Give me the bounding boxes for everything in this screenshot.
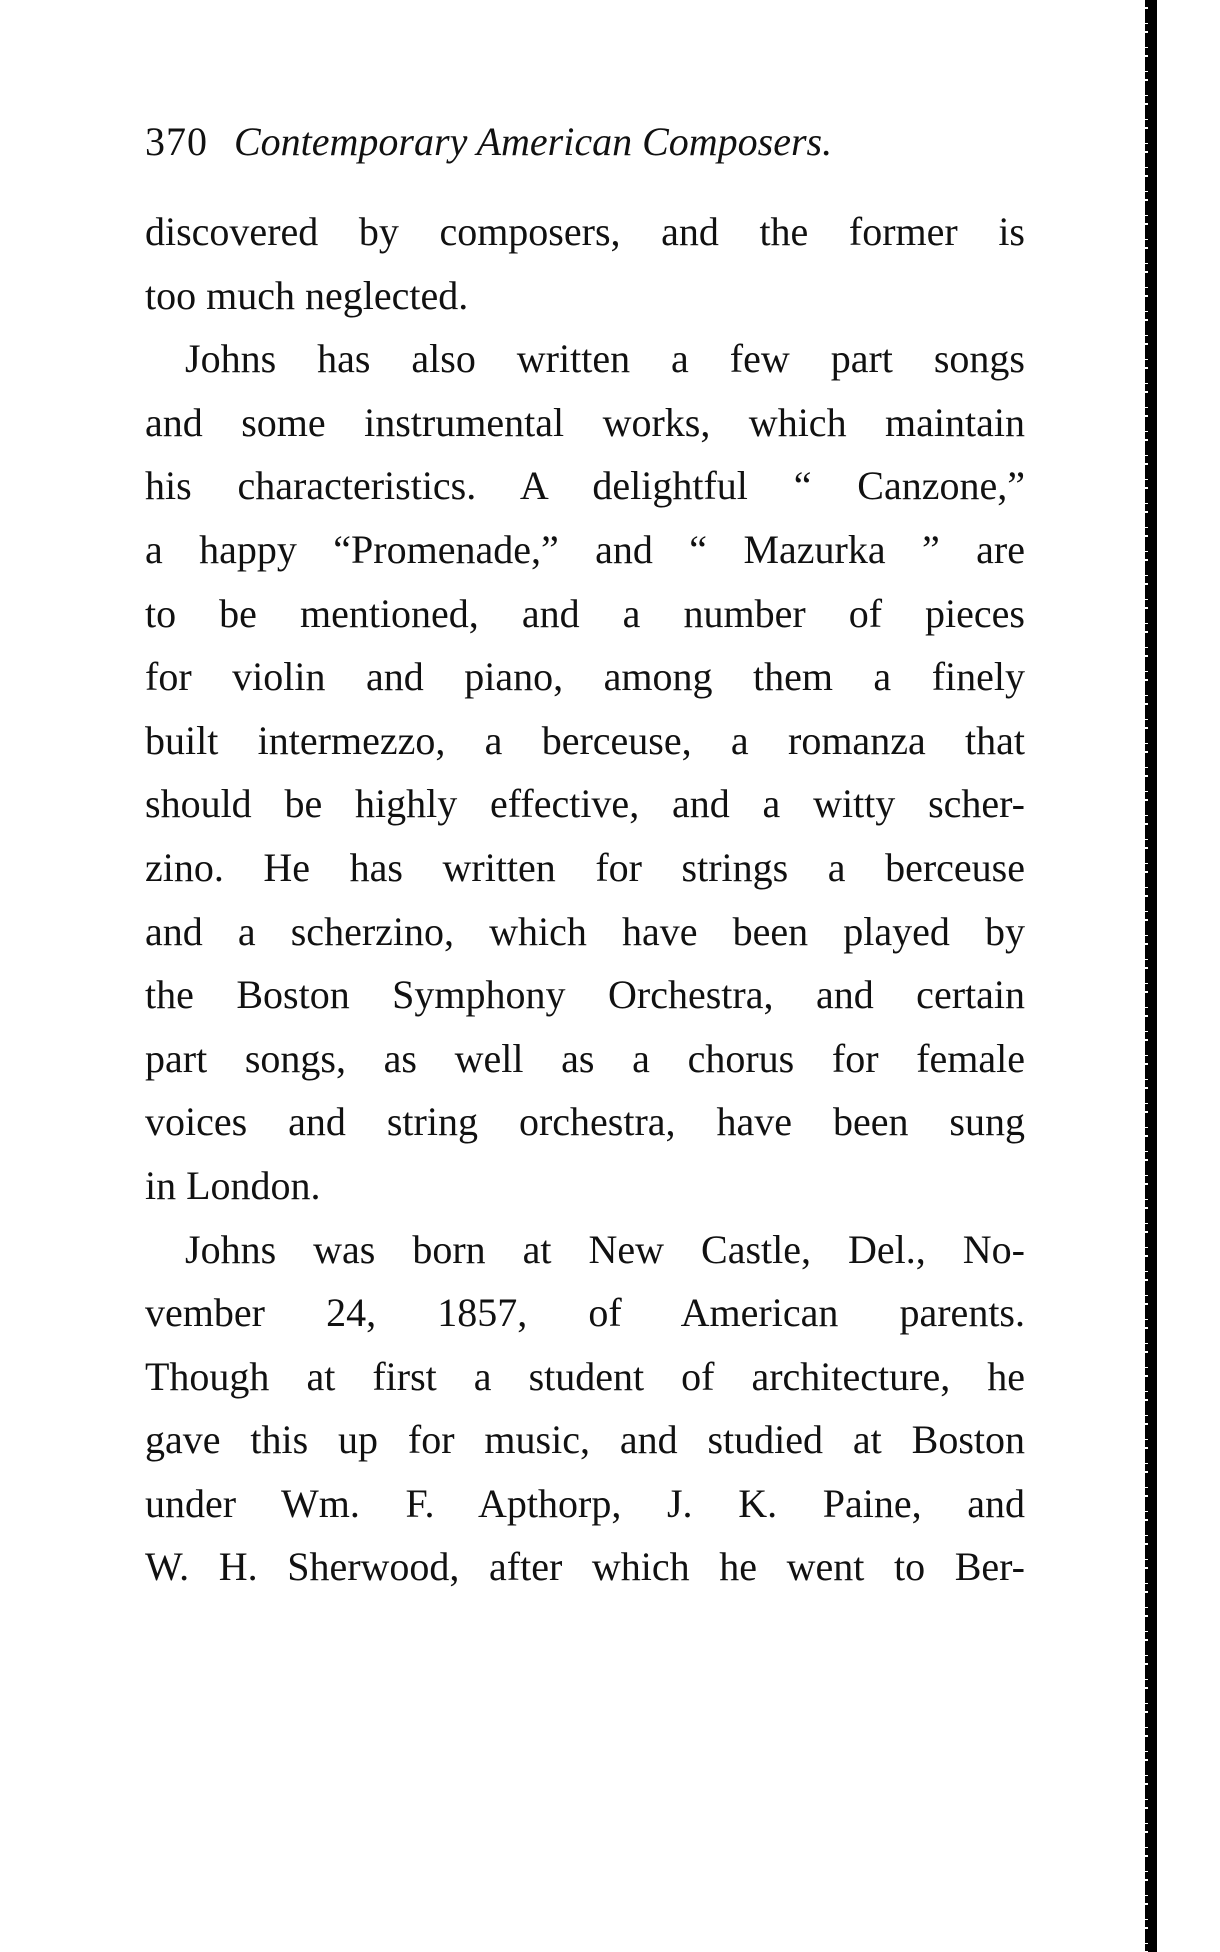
- text-line: his characteristics. A delightful “ Canzone,”: [145, 463, 1025, 509]
- page-edge-rule: [1148, 0, 1157, 1952]
- text-line: to be mentioned, and a number of pieces: [145, 590, 1025, 636]
- text-line: in London.: [145, 1162, 321, 1208]
- text-line: the Boston Symphony Orchestra, and certain: [145, 972, 1025, 1018]
- text-line: for violin and piano, among them a finely: [145, 654, 1025, 700]
- text-line: too much neglected.: [145, 272, 469, 318]
- text-line: should be highly effective, and a witty scher-: [145, 781, 1025, 827]
- text-line: under Wm. F. Apthorp, J. K. Paine, and: [145, 1480, 1025, 1526]
- running-title: Contemporary American Composers.: [234, 119, 833, 164]
- text-line: voices and string orchestra, have been sung: [145, 1099, 1025, 1145]
- paragraph-start-line: Johns was born at New Castle, Del., No-: [185, 1226, 1025, 1272]
- page-number: 370: [145, 119, 208, 164]
- text-line: gave this up for music, and studied at Boston: [145, 1417, 1025, 1463]
- running-header: [145, 118, 1045, 168]
- text-line: Though at first a student of architecture, he: [145, 1353, 1025, 1399]
- text-line: part songs, as well as a chorus for female: [145, 1035, 1025, 1081]
- text-line: discovered by composers, and the former is: [145, 209, 1025, 254]
- body-text: [145, 204, 1025, 1603]
- text-line: and a scherzino, which have been played by: [145, 908, 1025, 954]
- text-line: built intermezzo, a berceuse, a romanza that: [145, 717, 1025, 763]
- text-line: vember 24, 1857, of American parents.: [145, 1290, 1025, 1336]
- text-line: W. H. Sherwood, after which he went to Ber-: [145, 1544, 1025, 1590]
- text-line: and some instrumental works, which maintain: [145, 399, 1025, 445]
- paragraph-start-line: Johns has also written a few part songs: [185, 336, 1025, 382]
- text-line: zino. He has written for strings a berceuse: [145, 844, 1025, 890]
- text-line: a happy “Promenade,” and “ Mazurka ” are: [145, 526, 1025, 572]
